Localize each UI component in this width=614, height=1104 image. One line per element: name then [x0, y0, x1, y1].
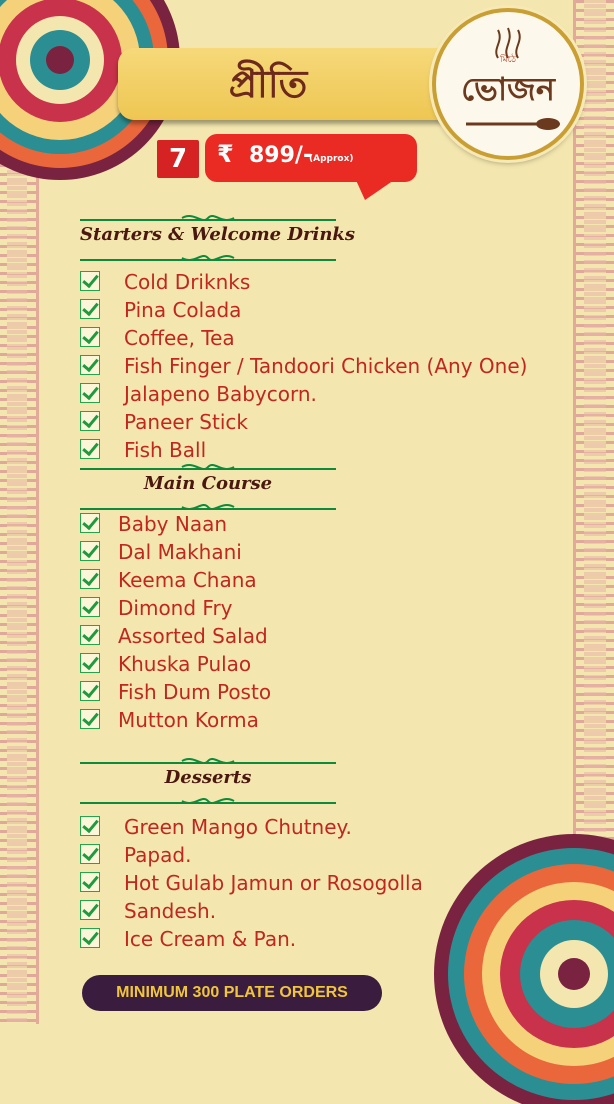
checkbox-icon: [80, 271, 100, 291]
title-banner: [118, 48, 478, 120]
spoon-icon: [436, 112, 580, 132]
price-approx-note: (Approx): [309, 154, 354, 164]
package-title: প্রীতি: [228, 61, 308, 106]
rupee-symbol: ₹: [217, 140, 234, 168]
checkbox-icon: [80, 439, 100, 459]
menu-item-text: Hot Gulab Jamun or Rosogolla: [124, 871, 423, 895]
price-tag: [205, 134, 417, 182]
checkbox-icon: [80, 928, 100, 948]
checkbox-icon: [80, 653, 100, 673]
checkbox-icon: [80, 299, 100, 319]
menu-item-text: Coffee, Tea: [124, 326, 235, 350]
checkbox-icon: [80, 355, 100, 375]
menu-item-text: Fish Ball: [124, 438, 207, 462]
menu-item-text: Sandesh.: [124, 899, 217, 923]
checkbox-icon: [80, 844, 100, 864]
checkbox-icon: [80, 625, 100, 645]
menu-item-text: Dal Makhani: [118, 540, 242, 564]
flourish-ornament-icon: [180, 794, 236, 808]
menu-item-text: Keema Chana: [118, 568, 257, 592]
checkbox-icon: [80, 900, 100, 920]
checkbox-icon: [80, 383, 100, 403]
logo-text: ভোজন: [461, 70, 555, 108]
mandala-ornament-bottom-right: [424, 804, 614, 1104]
menu-item-text: Green Mango Chutney.: [124, 815, 352, 839]
menu-item-text: Fish Dum Posto: [118, 680, 272, 704]
menu-item-text: Pina Colada: [124, 298, 242, 322]
menu-item-text: Paneer Stick: [124, 410, 248, 434]
restaurant-logo: [432, 8, 584, 160]
menu-item-text: Assorted Salad: [118, 624, 268, 648]
menu-item-text: Cold Driknks: [124, 270, 251, 294]
checkbox-icon: [80, 816, 100, 836]
package-number-badge: 7: [157, 140, 199, 178]
checkbox-icon: [80, 681, 100, 701]
menu-item-text: Papad.: [124, 843, 192, 867]
checkbox-icon: [80, 327, 100, 347]
menu-item-text: Ice Cream & Pan.: [124, 927, 297, 951]
checkbox-icon: [80, 872, 100, 892]
menu-item-text: Fish Finger / Tandoori Chicken (Any One): [124, 354, 528, 378]
checkbox-icon: [80, 411, 100, 431]
menu-item-text: Dimond Fry: [118, 596, 233, 620]
minimum-order-banner: MINIMUM 300 PLATE ORDERS: [82, 975, 382, 1011]
section-heading-label: Desserts: [164, 767, 252, 788]
checkbox-icon: [80, 709, 100, 729]
section-heading-label: Starters & Welcome Drinks: [80, 224, 356, 245]
flourish-ornament-icon: [180, 754, 236, 768]
price-value: 899/-: [249, 143, 313, 168]
menu-item-text: Khuska Pulao: [118, 652, 252, 676]
flourish-ornament-icon: [180, 211, 236, 225]
checkbox-icon: [80, 541, 100, 561]
menu-item-text: Mutton Korma: [118, 708, 259, 732]
decorative-border-left: [0, 110, 39, 1024]
flourish-ornament-icon: [180, 251, 236, 265]
menu-item-text: Baby Naan: [118, 512, 228, 536]
checkbox-icon: [80, 569, 100, 589]
logo-small-text: মিঠে: [500, 55, 516, 65]
checkbox-icon: [80, 513, 100, 533]
checkbox-icon: [80, 597, 100, 617]
section-heading-label: Main Course: [143, 473, 273, 494]
menu-item-text: Jalapeno Babycorn.: [124, 382, 317, 406]
flourish-ornament-icon: [180, 460, 236, 474]
